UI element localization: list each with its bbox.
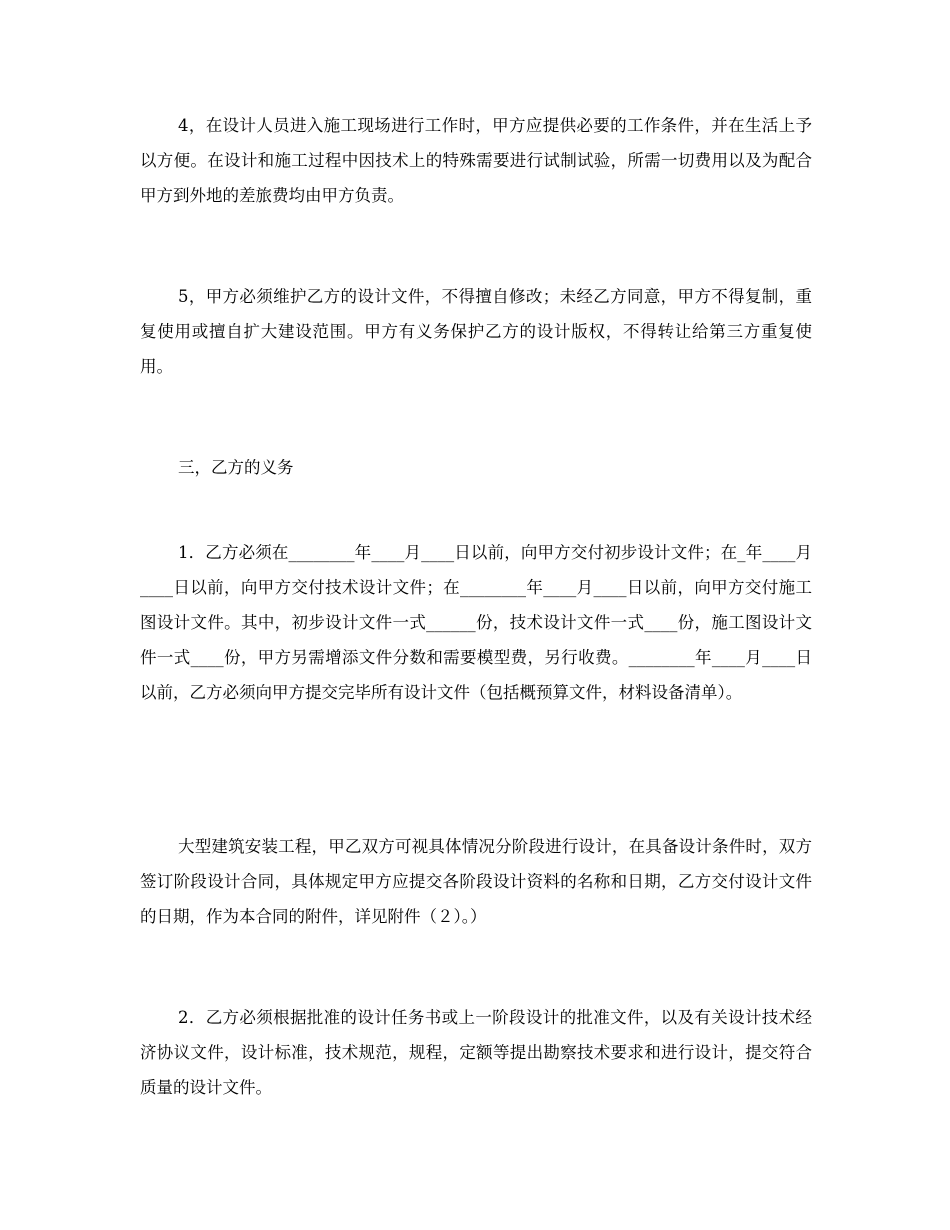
obligation-2-paragraph: 2．乙方必须根据批准的设计任务书或上一阶段设计的批准文件，以及有关设计技术经济协议文件，设计标准，技术规范，规程，定额等提出勘察技术要求和进行设计，提交符合质量的设计文件。 [140, 1008, 812, 1097]
obligation-1-paragraph: 1．乙方必须在________年____月____日以前，向甲方交付初步设计文件；在_年____月____日以前，向甲方交付技术设计文件；在________年____月____日以前，向甲方交付施工图设计文件。其中，初步设计文件一式______份，技术设计文件一式____份，施工图设计文件一式____份，甲方另需增添文件分数和需要模型费，另行收费。________年____月____日以前，乙方必须向甲方提交完毕所有设计文件（包括概预算文件，材料设备清单）。 [140, 543, 812, 702]
clause-4-paragraph: 4，在设计人员进入施工现场进行工作时，甲方应提供必要的工作条件，并在生活上予以方便。在设计和施工过程中因技术上的特殊需要进行试制试验，所需一切费用以及为配合甲方到外地的差旅费均由甲方负责。 [140, 116, 812, 205]
section-3-heading: 三，乙方的义务 [178, 458, 294, 477]
large-project-paragraph: 大型建筑安装工程，甲乙双方可视具体情况分阶段进行设计，在具备设计条件时，双方签订阶段设计合同，具体规定甲方应提交各阶段设计资料的名称和日期，乙方交付设计文件的日期，作为本合同的附件，详见附件（２）。） [140, 837, 812, 926]
clause-5-paragraph: 5，甲方必须维护乙方的设计文件，不得擅自修改；未经乙方同意，甲方不得复制，重复使用或擅自扩大建设范围。甲方有义务保护乙方的设计版权，不得转让给第三方重复使用。 [140, 287, 812, 376]
